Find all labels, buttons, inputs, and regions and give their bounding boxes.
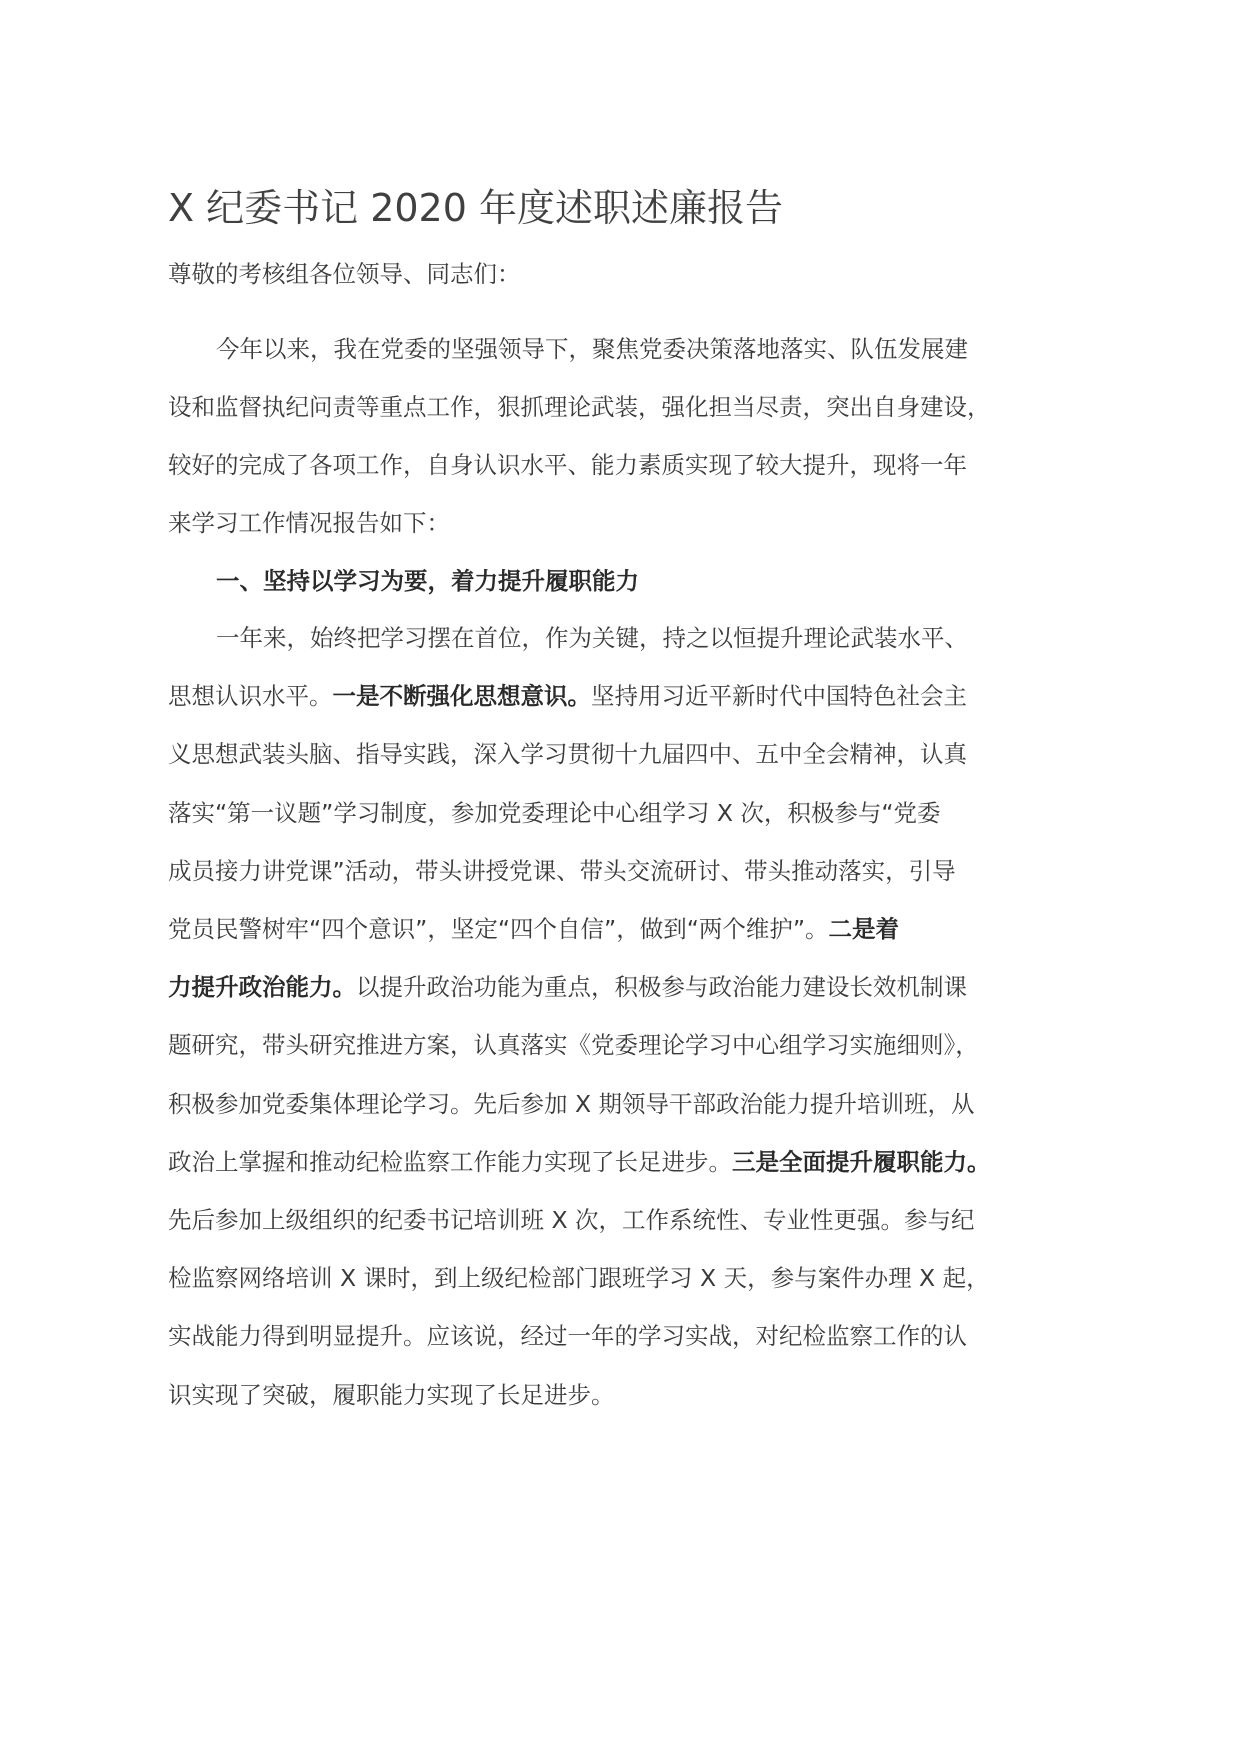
section-heading: 一、坚持以学习为要，着力提升履职能力 (216, 567, 639, 595)
paragraph-line (168, 1029, 979, 1061)
text-run: 成员接力讲党课”活动，带头讲授党课、带头交流研讨、带头推动落实，引导 (168, 857, 956, 885)
bold-run: 二是着 (828, 915, 900, 943)
text-run: 一年来，始终把学习摆在首位，作为关键，持之以恒提升理论武装水平、 (216, 624, 968, 652)
paragraph-line (168, 1262, 990, 1294)
paragraph-line (168, 1379, 615, 1411)
intro-line: 较好的完成了各项工作，自身认识水平、能力素质实现了较大提升，现将一年 (168, 451, 967, 479)
text-run: 检监察网络培训 X 课时，到上级纪检部门跟班学习 X 天，参与案件办理 X 起， (168, 1264, 990, 1292)
text-run: 思想认识水平。 (168, 682, 333, 710)
text-run: 以提升政治功能为重点，积极参与政治能力建设长效机制课 (356, 973, 967, 1001)
intro-line: 来学习工作情况报告如下： (168, 509, 450, 537)
paragraph-line (168, 913, 899, 945)
greeting: 尊敬的考核组各位领导、同志们： (168, 260, 521, 288)
paragraph-line (168, 797, 941, 829)
text-run: 积极参加党委集体理论学习。先后参加 X 期领导干部政治能力提升培训班，从 (168, 1090, 975, 1118)
paragraph-line (168, 855, 956, 887)
text-run: 实战能力得到明显提升。应该说，经过一年的学习实战，对纪检监察工作的认 (168, 1322, 967, 1350)
bold-run: 一是不断强化思想意识。 (332, 682, 591, 710)
intro-line: 今年以来，我在党委的坚强领导下，聚焦党委决策落地落实、队伍发展建 (216, 335, 968, 363)
paragraph-line (168, 738, 967, 770)
text-run: 党员民警树牢“四个意识”，坚定“四个自信”，做到“两个维护”。 (168, 915, 829, 943)
bold-run: 力提升政治能力。 (168, 973, 356, 1001)
paragraph-line (168, 680, 967, 712)
text-run: 坚持用习近平新时代中国特色社会主 (591, 682, 967, 710)
paragraph-line (168, 1146, 991, 1178)
text-run: 题研究，带头研究推进方案，认真落实《党委理论学习中心组学习实施细则》， (168, 1031, 979, 1059)
bold-run: 三是全面提升履职能力。 (732, 1148, 991, 1176)
paragraph-line (168, 971, 967, 1003)
paragraph-line (168, 1088, 975, 1120)
text-run: 落实“第一议题”学习制度，参加党委理论中心组学习 X 次，积极参与“党委 (168, 799, 941, 827)
paragraph-line (168, 1204, 975, 1236)
paragraph-line (216, 622, 968, 654)
text-run: 识实现了突破，履职能力实现了长足进步。 (168, 1381, 615, 1409)
text-run: 政治上掌握和推动纪检监察工作能力实现了长足进步。 (168, 1148, 732, 1176)
text-run: 义思想武装头脑、指导实践，深入学习贯彻十九届四中、五中全会精神，认真 (168, 740, 967, 768)
document-title: X 纪委书记 2020 年度述职述廉报告 (168, 186, 783, 230)
text-run: 先后参加上级组织的纪委书记培训班 X 次，工作系统性、专业性更强。参与纪 (168, 1206, 975, 1234)
paragraph-line (168, 1320, 967, 1352)
intro-line: 设和监督执纪问责等重点工作，狠抓理论武装，强化担当尽责，突出自身建设， (168, 393, 991, 421)
